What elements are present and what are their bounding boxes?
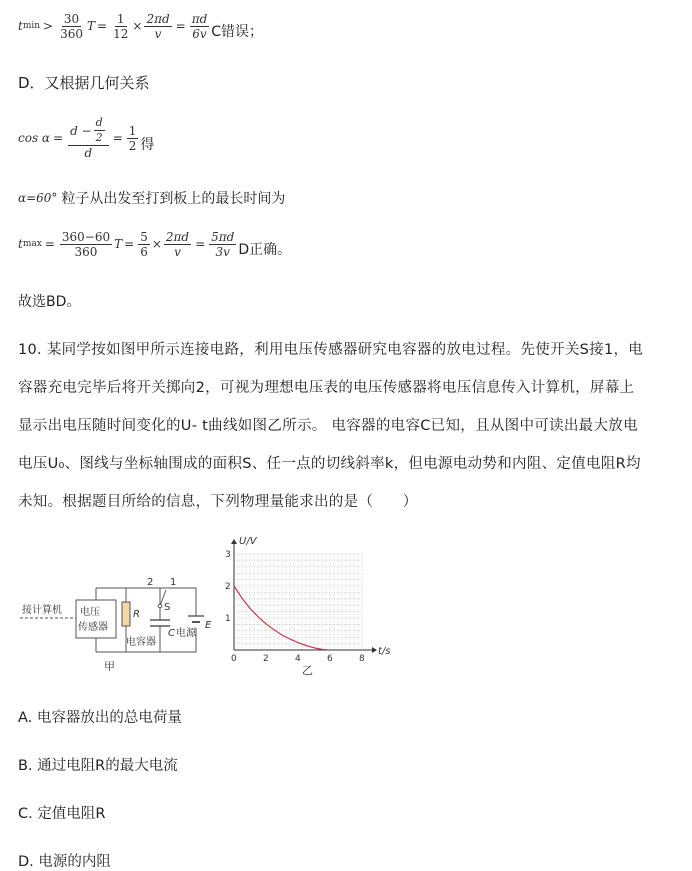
equals-sign: = xyxy=(97,19,108,33)
resistor xyxy=(122,602,130,626)
x-axis-arrow xyxy=(372,647,377,653)
fraction-2pid-v: $\frac{2\pi d}{v}$ xyxy=(146,11,170,41)
resistor-label: R xyxy=(133,609,140,620)
fraction-300-360: $\frac{360-60}{360}$ xyxy=(61,229,111,259)
x-tick-label: 8 xyxy=(359,654,365,664)
equals-sign: = xyxy=(44,237,55,251)
tmin-sub: min xyxy=(22,21,41,31)
cos-lhs: cos α xyxy=(18,131,51,145)
alpha-value: α=60° xyxy=(18,191,58,205)
question-paragraph xyxy=(18,331,678,521)
fraction-d-2: $\frac{d}{2}$ xyxy=(95,116,103,144)
y-axis-arrow xyxy=(231,539,237,544)
period-symbol: T xyxy=(114,237,123,251)
x-tick-label: 0 xyxy=(231,654,237,664)
equals-sign: = xyxy=(124,237,135,251)
y-tick-label: 2 xyxy=(225,582,231,592)
option-b: B. 通过电阻R的最大电流 xyxy=(18,758,178,774)
x-tick-label: 4 xyxy=(295,654,301,664)
switch-pivot xyxy=(158,604,162,608)
gt-sign: > xyxy=(43,19,54,33)
option-d: D. 电源的内阻 xyxy=(18,854,111,870)
x-tick-label: 6 xyxy=(327,654,333,664)
tmax-sub: max xyxy=(22,239,42,249)
fraction-5pid-3v: $\frac{5\pi d}{3v}$ xyxy=(211,229,235,259)
chart-axes xyxy=(231,539,377,653)
question-line: 显示出电压随时间变化的U- t曲线如图乙所示。 电容器的电容C已知，且从图中可读出最大放电 xyxy=(18,418,638,434)
circuit-diagram xyxy=(18,570,223,680)
sensor-label-1: 电压 xyxy=(80,607,100,618)
fraction-5-6: $\frac{5}{6}$ xyxy=(140,229,148,259)
circuit-caption: 甲 xyxy=(104,660,115,673)
tmax-conclusion: D正确。 xyxy=(238,242,292,258)
question-line: 容器充电完毕后将开关掷向2，可视为理想电压表的电压传感器将电压信息传入计算机，屏幕上 xyxy=(18,380,635,396)
source-label: 电源 xyxy=(176,628,196,639)
switch-pos-2: 2 xyxy=(147,577,154,588)
chart-grid xyxy=(234,554,362,650)
cos-denominator: d xyxy=(84,146,93,160)
equals-sign: = xyxy=(175,19,186,33)
cos-tail: 得 xyxy=(140,137,155,153)
sensor-label-2: 传感器 xyxy=(78,622,108,633)
fraction-1-12: $\frac{1}{12}$ xyxy=(113,11,129,41)
option-d-reasoning: D．又根据几何关系 xyxy=(18,74,150,92)
equals-sign: = xyxy=(112,131,123,145)
y-tick-label: 3 xyxy=(225,550,231,560)
x-axis-label: t/s xyxy=(378,646,391,657)
fraction-30-360: $\frac{30}{360}$ xyxy=(60,11,84,41)
fraction-pid-6v: $\frac{\pi d}{6v}$ xyxy=(191,11,208,41)
capacitance-label: C xyxy=(168,628,175,639)
emf-label: E xyxy=(205,620,212,631)
tmin-equation xyxy=(18,4,263,48)
times-sign: × xyxy=(132,19,143,33)
alpha-text: 粒子从出发至打到板上的最长时间为 xyxy=(61,191,286,207)
fraction-cos xyxy=(68,116,109,160)
tmax-equation xyxy=(18,222,291,266)
equals-sign: = xyxy=(195,237,206,251)
cos-numerator-left: d − xyxy=(70,123,92,138)
question-line: 未知。根据题目所给的信息，下列物理量能求出的是（ ） xyxy=(18,494,418,510)
switch-label: S xyxy=(164,602,171,613)
question-line: 电压U₀、图线与坐标轴围成的面积S、任一点的切线斜率k，但电源电动势和内阻、定值电阻R均 xyxy=(18,456,641,472)
period-symbol: T xyxy=(87,19,96,33)
y-axis-label: U/V xyxy=(239,536,257,547)
alpha-line xyxy=(18,188,285,208)
switch-pos-1: 1 xyxy=(170,577,177,588)
y-tick-label: 1 xyxy=(225,614,231,624)
capacitor-label: 电容器 xyxy=(126,637,156,648)
tmin-conclusion: C错误； xyxy=(211,24,264,40)
fraction-2pid-v: $\frac{2\pi d}{v}$ xyxy=(165,229,190,259)
tmax-lhs: t xyxy=(18,237,23,251)
chart-caption: 乙 xyxy=(302,664,313,677)
computer-label: 接计算机 xyxy=(22,605,62,616)
option-c: C. 定值电阻R xyxy=(18,806,106,822)
answer-line: 故选BD。 xyxy=(18,294,81,310)
tmin-lhs: t xyxy=(18,19,23,33)
fraction-1-2: $\frac{1}{2}$ xyxy=(128,123,137,153)
equals-sign: = xyxy=(53,131,64,145)
voltage-time-chart xyxy=(216,528,396,678)
cos-equation xyxy=(18,110,154,166)
times-sign: × xyxy=(151,237,162,251)
x-tick-label: 2 xyxy=(263,654,269,664)
option-a: A. 电容器放出的总电荷量 xyxy=(18,710,182,726)
question-line: 10. 某同学按如图甲所示连接电路，利用电压传感器研究电容器的放电过程。先使开关S接1，电 xyxy=(18,342,644,358)
